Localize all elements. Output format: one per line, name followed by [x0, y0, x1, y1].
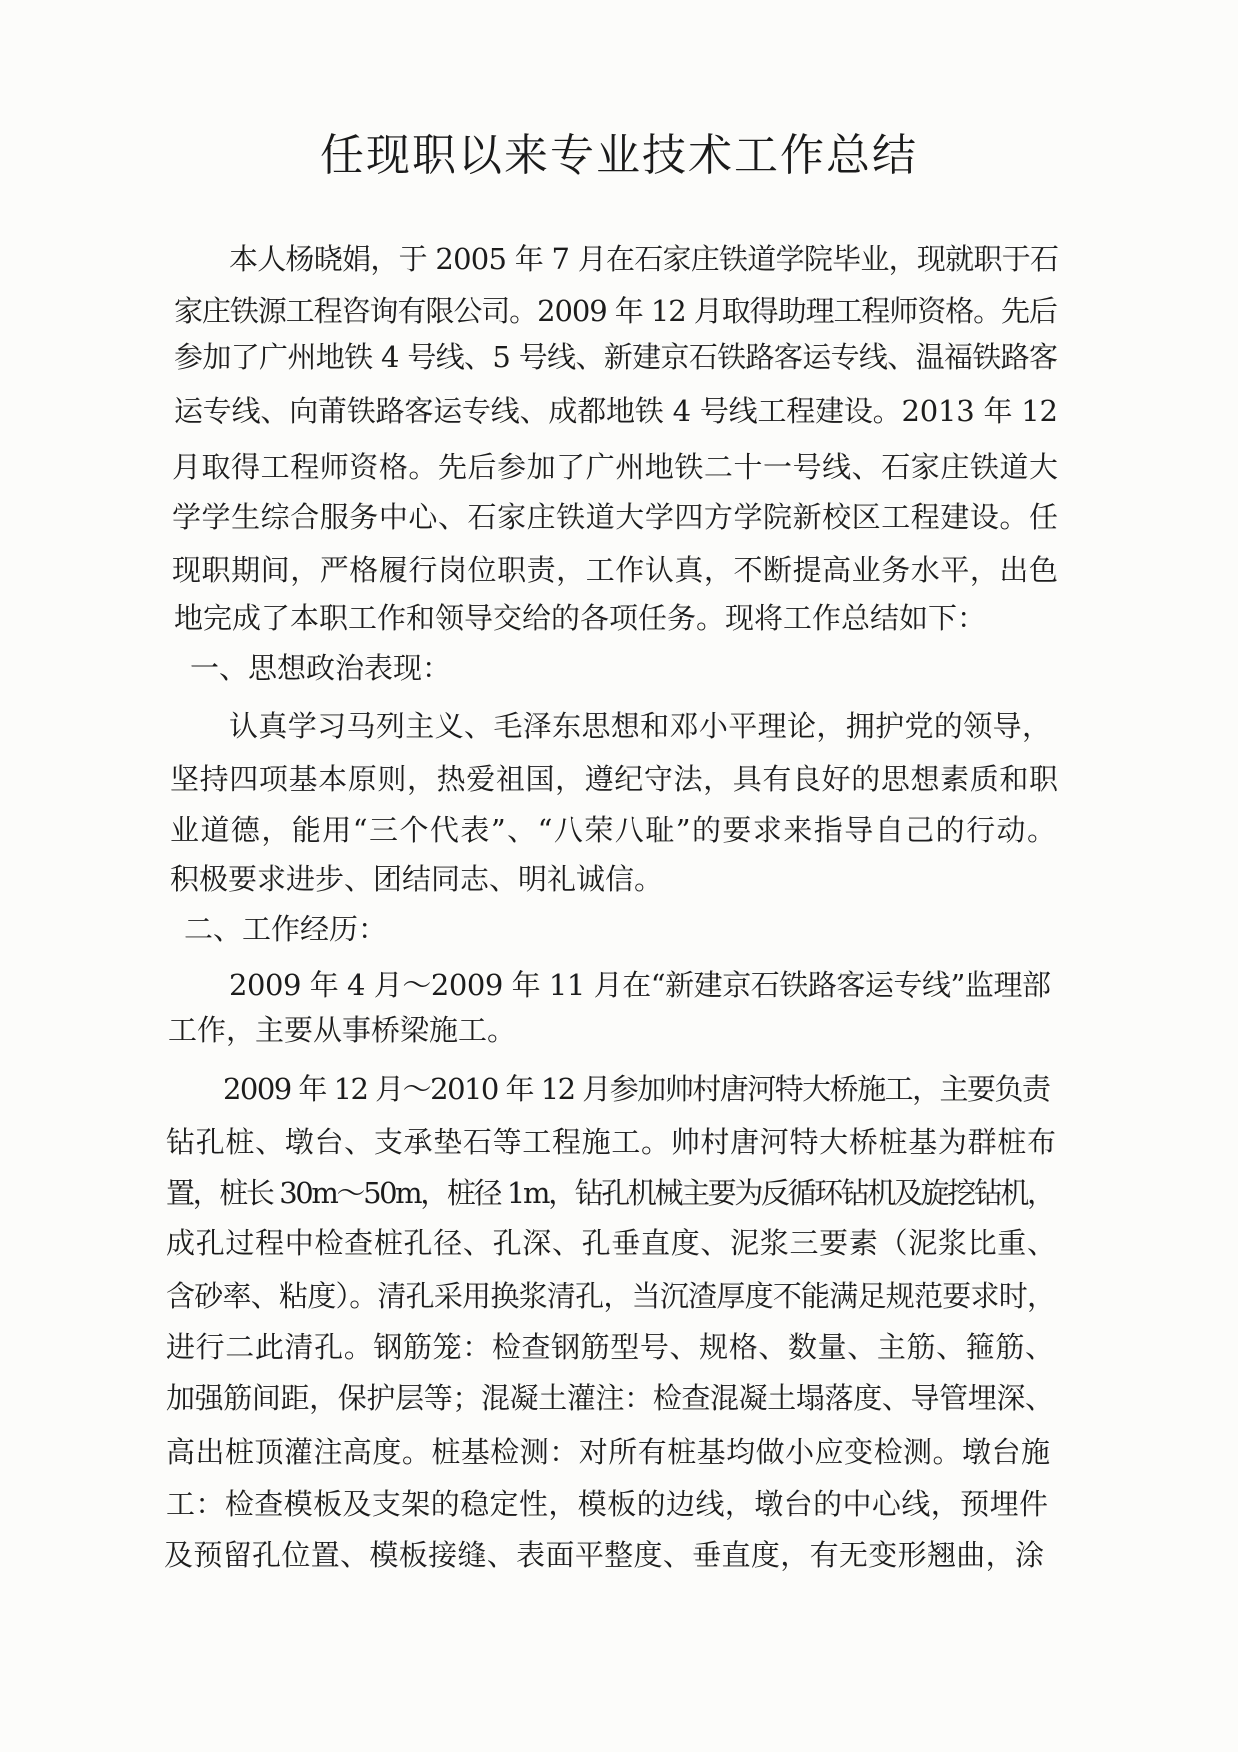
work-entry-line: 2009 年 4 月～2009 年 11 月在“新建京石铁路客运专线”监理部	[229, 968, 1051, 1002]
intro-line: 家庄铁源工程咨询有限公司。2009 年 12 月取得助理工程师资格。先后	[174, 294, 1057, 328]
work-entry-line: 钻孔桩、墩台、支承垫石等工程施工。帅村唐河特大桥桩基为群桩布	[166, 1125, 1057, 1159]
work-entry-line: 工作，主要从事桥梁施工。	[168, 1013, 517, 1047]
work-entry-line: 高出桩顶灌注高度。桩基检测：对所有桩基均做小应变检测。墩台施	[166, 1435, 1051, 1469]
work-entry-line: 含砂率、粘度）。清孔采用换浆清孔，当沉渣厚度不能满足规范要求时，	[166, 1279, 1056, 1313]
intro-line: 现职期间，严格履行岗位职责，工作认真，不断提高业务水平，出色	[172, 553, 1059, 587]
section-heading: 一、思想政治表现：	[190, 651, 452, 685]
work-entry-line: 工：检查模板及支架的稳定性，模板的边线，墩台的中心线，预埋件	[166, 1487, 1049, 1521]
intro-line: 本人杨晓娟，于 2005 年 7 月在石家庄铁道学院毕业，现就职于石	[229, 242, 1059, 276]
section-heading: 二、工作经历：	[184, 912, 388, 946]
work-entry-line: 及预留孔位置、模板接缝、表面平整度、垂直度，有无变形翘曲，涂	[164, 1538, 1045, 1572]
section-line: 业道德，能用“三个代表”、“八荣八耻”的要求来指导自己的行动。	[170, 813, 1058, 847]
section-line: 坚持四项基本原则，热爱祖国，遵纪守法，具有良好的思想素质和职	[170, 762, 1059, 796]
section-line: 认真学习马列主义、毛泽东思想和邓小平理论，拥护党的领导，	[229, 709, 1052, 743]
intro-line: 月取得工程师资格。先后参加了广州地铁二十一号线、石家庄铁道大	[172, 450, 1059, 484]
work-entry-line: 进行二此清孔。钢筋笼：检查钢筋型号、规格、数量、主筋、箍筋、	[166, 1330, 1055, 1364]
work-entry-line: 2009 年 12 月～2010 年 12 月参加帅村唐河特大桥施工，主要负责	[223, 1072, 1050, 1106]
work-entry-line: 成孔过程中检查桩孔径、孔深、孔垂直度、泥浆三要素（泥浆比重、	[166, 1226, 1057, 1260]
intro-line: 参加了广州地铁 4 号线、5 号线、新建京石铁路客运专线、温福铁路客	[174, 340, 1058, 374]
work-entry-line: 置，桩长 30m～50m，桩径 1m，钻孔机械主要为反循环钻机及旋挖钻机，	[166, 1176, 1054, 1210]
intro-line: 地完成了本职工作和领导交给的各项任务。现将工作总结如下：	[174, 601, 987, 635]
work-entry-line: 加强筋间距，保护层等；混凝土灌注：检查混凝土塌落度、导管埋深、	[166, 1381, 1054, 1415]
document-title: 任现职以来专业技术工作总结	[320, 130, 918, 181]
intro-line: 运专线、向莆铁路客运专线、成都地铁 4 号线工程建设。2013 年 12	[174, 394, 1058, 428]
intro-line: 学学生综合服务中心、石家庄铁道大学四方学院新校区工程建设。任	[172, 500, 1059, 534]
section-line: 积极要求进步、团结同志、明礼诚信。	[170, 862, 664, 896]
